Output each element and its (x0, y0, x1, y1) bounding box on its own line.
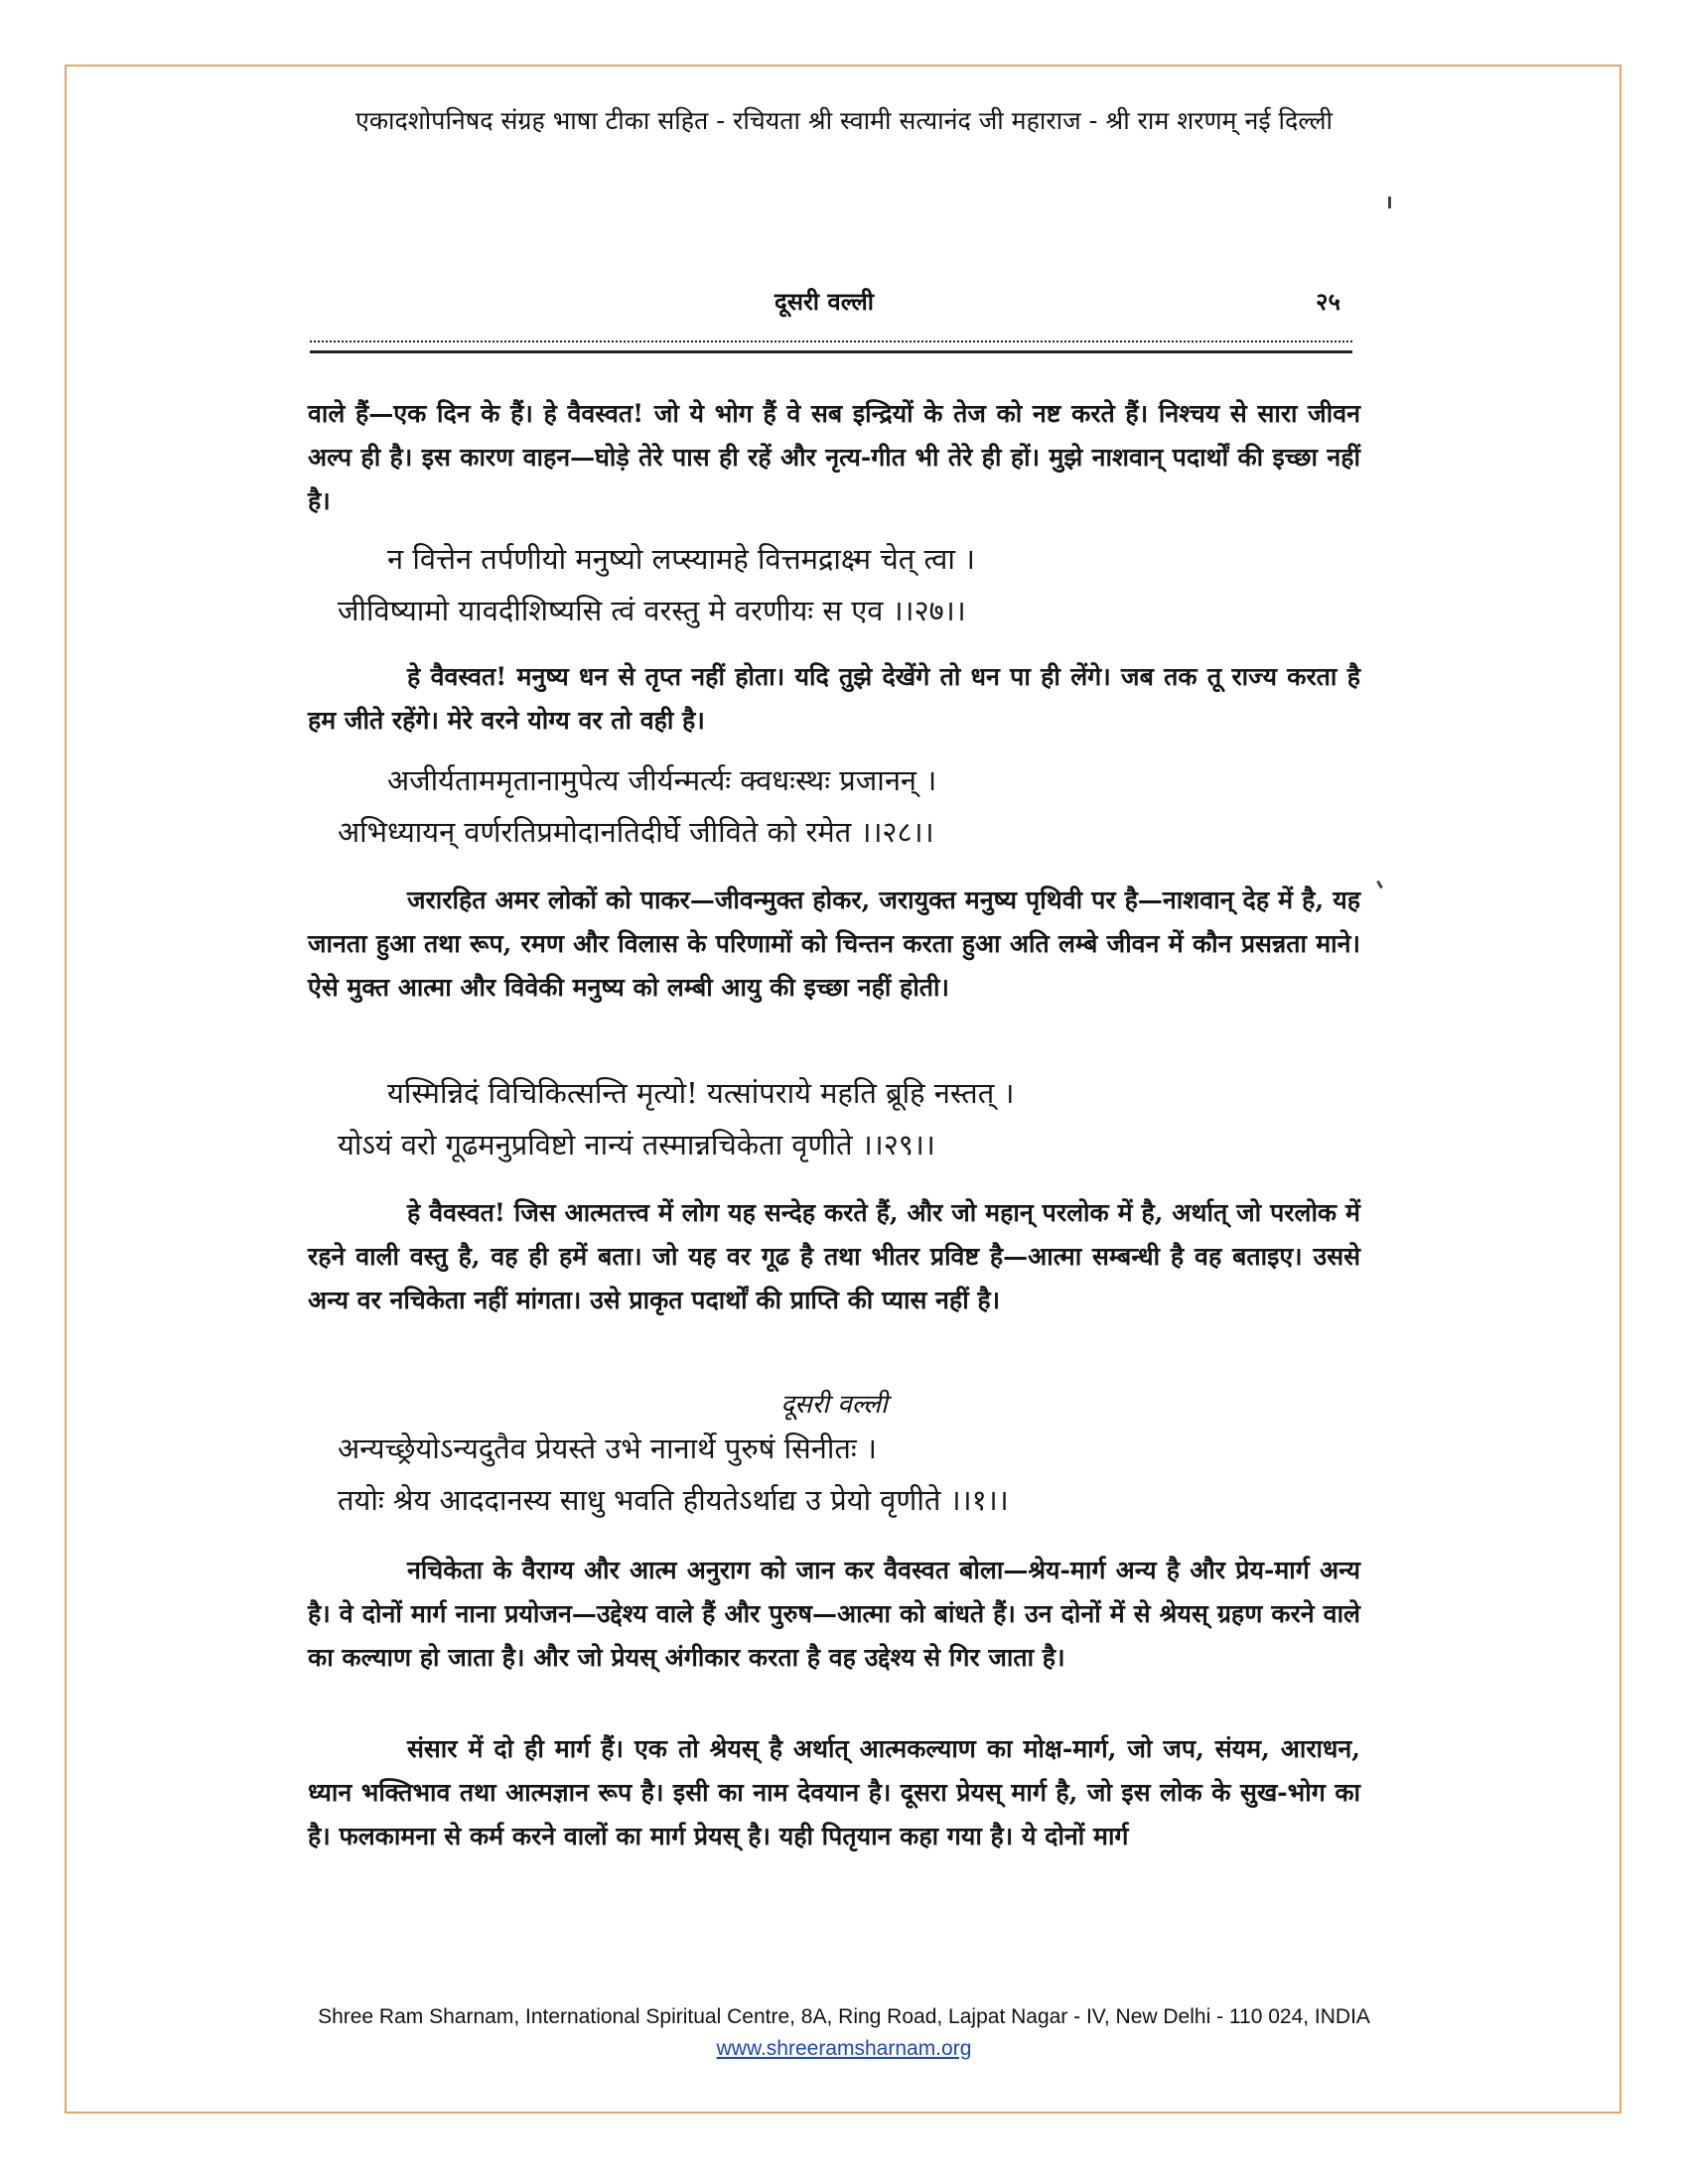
page-number: २५ (1316, 287, 1340, 316)
paragraph-6: संसार में दो ही मार्ग हैं। एक तो श्रेयस् है अर्थात् आत्मकल्याण का मोक्ष-मार्ग, जो जप, संयम, आराधन, ध्यान भक्तिभाव तथा आत्मज्ञान रूप है। इसी का नाम देवयान है। दूसरा प्रेयस् मार्ग है, जो इस लोक के सुख-भोग का है। फलकामना से कर्म करने वालों का मार्ग प्रेयस् है। यही पितृयान कहा गया है। ये दोनों मार्ग (308, 1734, 1360, 1850)
verse-line: न वित्तेन तर्पणीयो मनुष्यो लप्स्यामहे वित्तमद्राक्ष्म चेत् त्वा । (387, 542, 976, 576)
verse-1 (308, 1423, 1360, 1526)
verse-28 (308, 754, 1360, 858)
verse-line: तयोः श्रेय आददानस्य साधु भवति हीयतेऽर्थाद्य उ प्रेयो वृणीते ।।१।। (338, 1483, 1009, 1517)
chapter-heading: दूसरी वल्ली (774, 287, 875, 316)
paragraph-3: जरारहित अमर लोकों को पाकर—जीवन्मुक्त होकर, जरायुक्त मनुष्य पृथिवी पर है—नाशवान् देह में है, यह जानता हुआ तथा रूप, रमण और विलास के परिणामों को चिन्तन करता हुआ अति लम्बे जीवन में कौन प्रसन्नता माने। ऐसे मुक्त आत्मा और विवेकी मनुष्य को लम्बी आयु की इच्छा नहीं होती। (308, 886, 1360, 1002)
verse-line: अजीर्यताममृतानामुपेत्य जीर्यन्मर्त्यः क्वधःस्थः प्रजानन् । (387, 763, 937, 797)
scanned-page (308, 273, 1360, 1850)
footer-address: Shree Ram Sharnam, International Spiritual Centre, 8A, Ring Road, Lajpat Nagar - IV, New Delhi - 110 024, INDIA (318, 2005, 1370, 2028)
verse-line: योऽयं वरो गूढमनुप्रविष्टो नान्यं तस्मान्नचिकेता वृणीते ।।२९।। (338, 1128, 935, 1161)
verse-29 (308, 1067, 1360, 1170)
running-header: एकादशोपनिषद संग्रह भाषा टीका सहित - रचियता श्री स्वामी सत्यानंद जी महाराज - श्री राम शरणम् नई दिल्ली (355, 106, 1333, 135)
verse-line: अभिध्यायन् वर्णरतिप्रमोदानतिदीर्घे जीविते को रमेत ।।२८।। (338, 815, 934, 849)
section-title: दूसरी वल्ली (780, 1390, 888, 1420)
page-head (308, 285, 1360, 325)
verse-line: जीविष्यामो यावदीशिष्यसि त्वं वरस्तु मे वरणीयः स एव ।।२७।। (338, 594, 966, 627)
paragraph-2: हे वैवस्वत! मनुष्य धन से तृप्त नहीं होता। यदि तुझे देखेंगे तो धन पा ही लेंगे। जब तक तू राज्य करता है हम जीते रहेंगे। मेरे वरने योग्य वर तो वही है। (308, 662, 1360, 735)
footer-website-link[interactable]: www.shreeramsharnam.org (716, 2037, 972, 2060)
header-rule (310, 341, 1352, 353)
scan-speck (1388, 197, 1391, 208)
paragraph-5: नचिकेता के वैराग्य और आत्म अनुराग को जान कर वैवस्वत बोला—श्रेय-मार्ग अन्य है और प्रेय-मार्ग अन्य है। वे दोनों मार्ग नाना प्रयोजन—उद्देश्य वाले हैं और पुरुष—आत्मा को बांधते हैं। उन दोनों में से श्रेयस् ग्रहण करने वाले का कल्याण हो जाता है। और जो प्रेयस् अंगीकार करता है वह उद्देश्य से गिर जाता है। (308, 1556, 1360, 1672)
verse-line: यस्मिन्निदं विचिकित्सन्ति मृत्यो! यत्सांपराये महति ब्रूहि नस्तत् । (387, 1076, 1015, 1110)
verse-27 (308, 533, 1360, 636)
paragraph-4: हे वैवस्वत! जिस आत्मतत्त्व में लोग यह सन्देह करते हैं, और जो महान् परलोक में है, अर्थात् जो परलोक में रहने वाली वस्तु है, वह ही हमें बता। जो यह वर गूढ है तथा भीतर प्रविष्ट है—आत्मा सम्बन्धी है वह बताइए। उससे अन्य वर नचिकेता नहीं मांगता। उसे प्राकृत पदार्थों की प्राप्ति की प्यास नहीं है। (308, 1198, 1360, 1314)
paragraph-1: वाले हैं—एक दिन के हैं। हे वैवस्वत! जो ये भोग हैं वे सब इन्द्रियों के तेज को नष्ट करते हैं। निश्चय से सारा जीवन अल्प ही है। इस कारण वाहन—घोड़े तेरे पास ही रहें और नृत्य-गीत भी तेरे ही हों। मुझे नाशवान् पदार्थों की इच्छा नहीं है। (308, 399, 1360, 515)
verse-line: अन्यच्छ्रेयोऽन्यदुतैव प्रेयस्ते उभे नानार्थे पुरुषं सिनीतः । (338, 1432, 877, 1465)
